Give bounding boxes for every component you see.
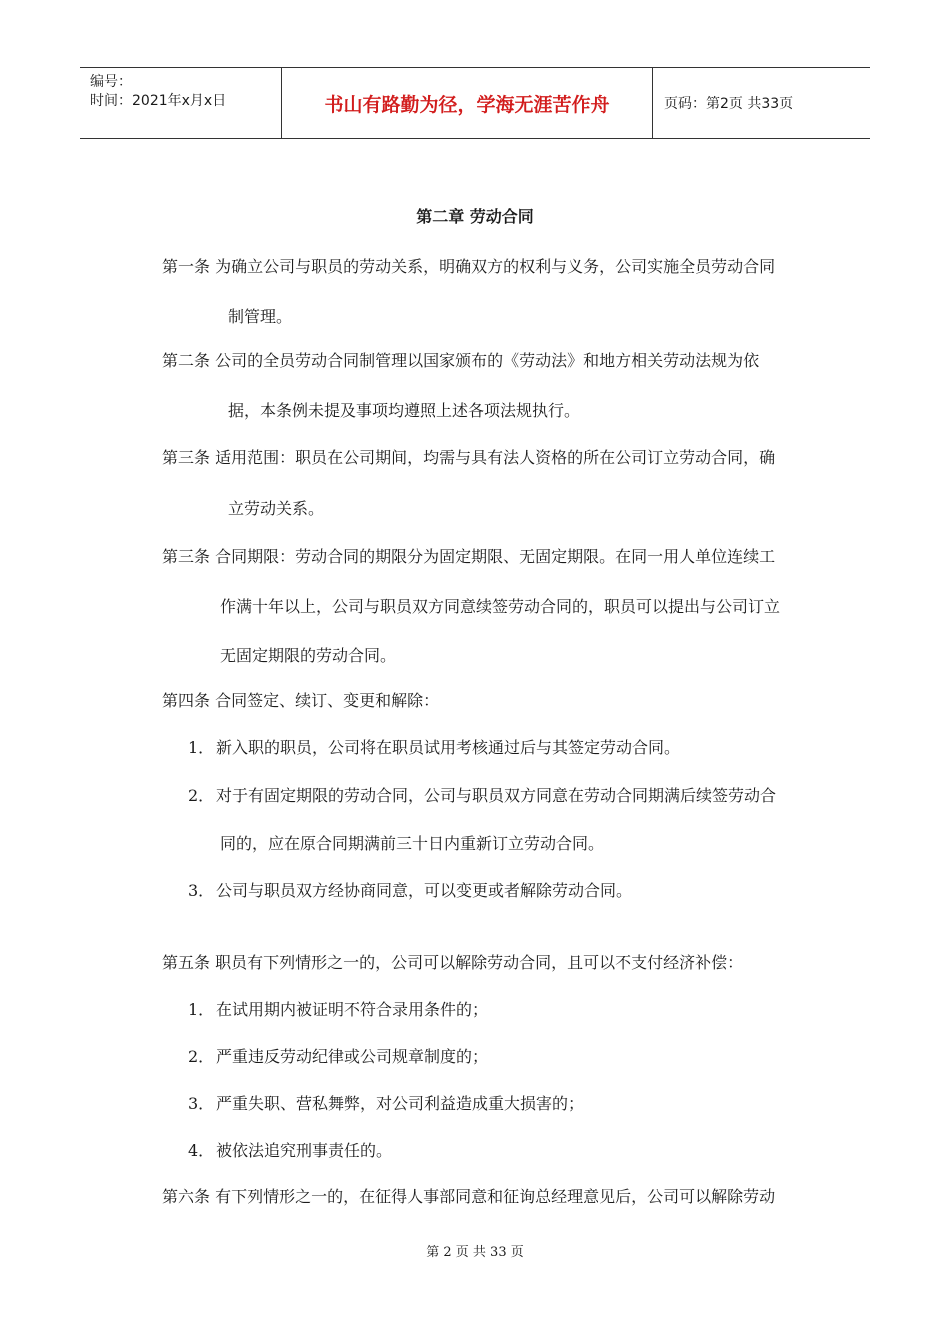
list-item [188,784,776,808]
header-meta [80,68,280,138]
list-item [188,879,632,903]
list-number: 1． [188,738,215,757]
article-2-line-2: 据，本条例未提及事项均遵照上述各项法规执行。 [228,401,581,420]
list-item-text: 被依法追究刑事责任的。 [216,1141,393,1160]
list-item-text: 严重失职、营私舞弊，对公司利益造成重大损害的； [216,1094,585,1113]
list-item [188,736,680,760]
page-footer: 第 2 页 共 33 页 [426,1245,524,1260]
article-3-line-2: 立劳动关系。 [228,499,325,518]
list-item [188,1139,392,1163]
list-item-text: 严重违反劳动纪律或公司规章制度的； [216,1047,489,1066]
article-6-line-1: 第六条 有下列情形之一的，在征得人事部同意和征询总经理意见后，公司可以解除劳动 [162,1187,776,1206]
header-page-info: 页码：第2页 共33页 [664,96,794,112]
article-3b-line-2: 作满十年以上，公司与职员双方同意续签劳动合同的，职员可以提出与公司订立 [220,597,781,616]
list-item-text: 新入职的职员，公司将在职员试用考核通过后与其签定劳动合同。 [216,738,681,757]
list-number: 3． [188,881,215,900]
list-number: 1． [188,1000,215,1019]
list-item [188,998,488,1022]
article-2-line-1: 第二条 公司的全员劳动合同制管理以国家颁布的《劳动法》和地方相关劳动法规为依 [162,351,760,370]
list-item-text: 对于有固定期限的劳动合同，公司与职员双方同意在劳动合同期满后续签劳动合 [216,786,777,805]
article-3b-line-1: 第三条 合同期限：劳动合同的期限分为固定期限、无固定期限。在同一用人单位连续工 [162,547,776,566]
list-item-text: 在试用期内被证明不符合录用条件的； [216,1000,489,1019]
list-number: 4． [188,1141,215,1160]
header-motto: 书山有路勤为径，学海无涯苦作舟 [281,68,653,138]
article-1-line-2: 制管理。 [228,307,293,326]
document-date: 时间：2021年x月x日 [90,93,227,109]
document-number-label: 编号： [90,74,132,90]
chapter-title: 第二章 劳动合同 [416,207,534,226]
list-item [188,1045,488,1069]
list-item [188,1092,584,1116]
article-1-line-1: 第一条 为确立公司与职员的劳动关系，明确双方的权利与义务，公司实施全员劳动合同 [162,257,776,276]
list-number: 2． [188,786,215,805]
article-4-heading: 第四条 合同签定、续订、变更和解除： [162,691,440,710]
list-item-continuation: 同的，应在原合同期满前三十日内重新订立劳动合同。 [220,834,605,853]
article-5-heading: 第五条 职员有下列情形之一的，公司可以解除劳动合同，且可以不支付经济补偿： [162,953,744,972]
article-3b-line-3: 无固定期限的劳动合同。 [220,646,397,665]
list-number: 2． [188,1047,215,1066]
list-number: 3． [188,1094,215,1113]
page-header [80,67,870,139]
list-item-text: 公司与职员双方经协商同意，可以变更或者解除劳动合同。 [216,881,633,900]
article-3-line-1: 第三条 适用范围：职员在公司期间，均需与具有法人资格的所在公司订立劳动合同，确 [162,448,776,467]
